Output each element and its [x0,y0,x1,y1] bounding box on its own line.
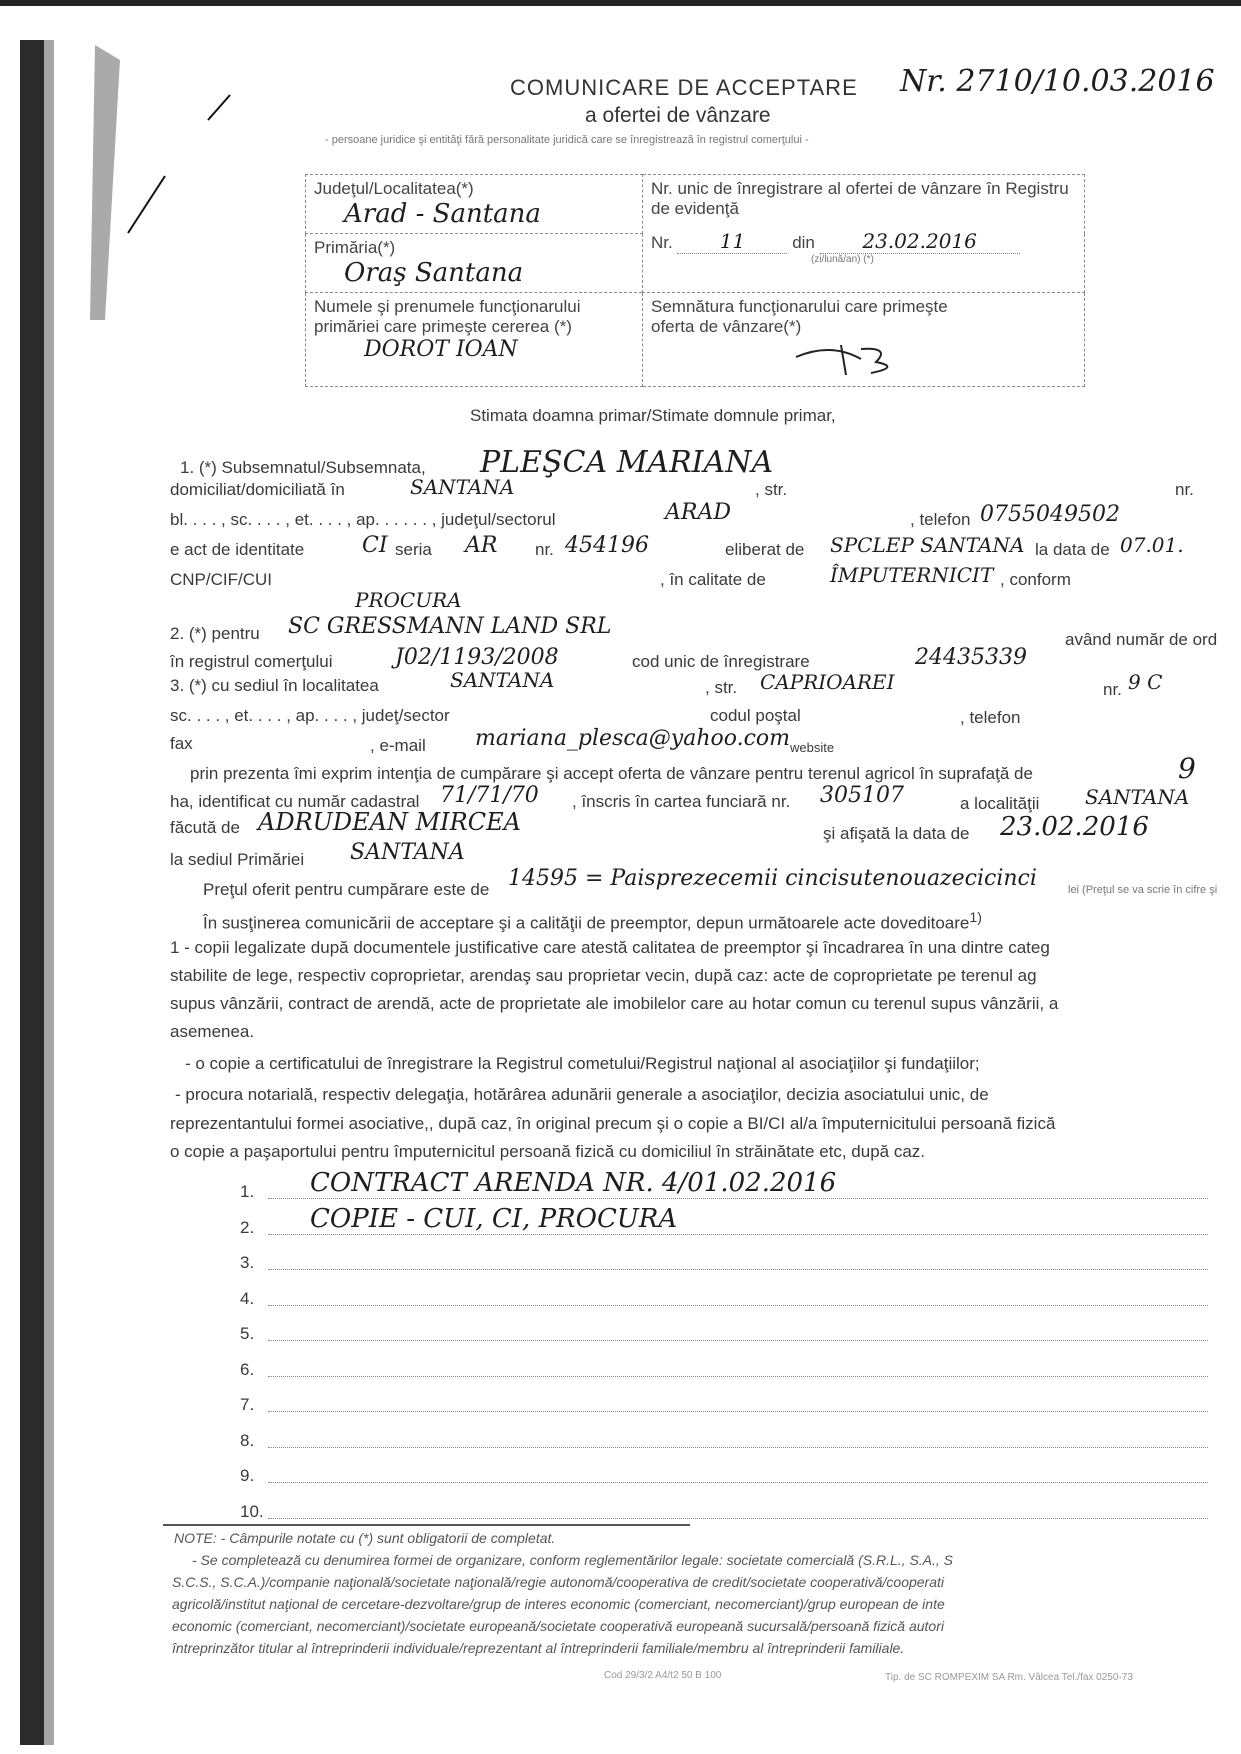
document-row [240,1245,1210,1275]
p2-value: 71/71/70 [440,783,539,808]
document-row [240,1352,1210,1382]
l1d-seria: seria [395,540,432,559]
document-row [240,1168,1210,1204]
din-value: 23.02.2016 [820,229,1020,254]
l1c-value: ARAD [665,500,731,525]
nr-unic-label: Nr. unic de înregistrare al ofertei de vânzare în Registru de evidenţă [651,179,1069,218]
p5-value: 14595 = Paisprezecemii cincisutenouazecicinci [508,866,1037,891]
l1d-label: e act de identitate [170,540,305,559]
l3b-cod: codul poştal [710,706,801,725]
document-row [240,1423,1210,1453]
document-dotted-line [268,1305,1208,1306]
document-value: COPIE - CUI, CI, PROCURA [310,1203,678,1234]
note-4: agricolă/institut naţional de cercetare-dezvoltare/grup de interes economic (comerciant, necomerciant)/grup european de inte [172,1596,945,1612]
l3b-label: sc. . . . , et. . . . , ap. . . . , judeţ/sector [170,706,450,725]
l2b-cod-value: 24435339 [915,645,1027,670]
document-dotted-line [268,1376,1208,1377]
form-title: COMUNICARE DE ACCEPTARE [510,75,858,100]
footer-right: Tip. de SC ROMPEXIM SA Rm. Vâlcea Tel./fax 0250-73 [885,1672,1133,1683]
l1a-value: PLEŞCA MARIANA [480,445,774,480]
l1a-label: 1. (*) Subsemnatul/Subsemnata, [180,458,426,477]
l1f-value: PROCURA [355,588,462,612]
p6-main: În susţinerea comunicării de acceptare şi a calităţii de preemptor, depun următoarele acte doveditoare [203,913,970,933]
p3-value: ADRUDEAN MIRCEA [258,808,521,836]
l1d-data: la data de [1035,540,1110,559]
l3c-label: fax [170,734,193,753]
document-number: 2. [240,1217,255,1237]
registration-box [305,174,1085,387]
l1b-nr: nr. [1175,480,1194,499]
form-note: - persoane juridice şi entităţi fără personalitate juridică care se înregistrează în registrul comerţului - [325,134,809,146]
l1d-ci: CI [362,533,388,558]
p2-loc-value: SANTANA [1085,785,1190,809]
l3-value: SANTANA [450,668,555,692]
p5-end: lei (Preţul se va scrie în cifre şi [1068,884,1218,896]
document-row [240,1316,1210,1346]
p11-text: - o copie a certificatului de înregistrare la Registrul cometului/Registrul naţional al asociaţiilor şi fundaţiilor; [185,1054,980,1073]
l1e-label: CNP/CIF/CUI [170,570,272,589]
document-dotted-line [268,1447,1208,1448]
din-label: din [792,233,815,252]
l1d-eliberat: eliberat de [725,540,805,559]
p2-loc: a localităţii [960,794,1040,813]
document-row [240,1203,1210,1240]
l1b-label: domiciliat/domiciliată în [170,480,345,499]
p8-text: stabilite de lege, respectiv coproprietar, arendaş sau proprietar vecin, după caz: acte de coproprietate pe terenul ag [170,966,1037,985]
document-dotted-line [268,1411,1208,1412]
note-3: S.C.S., S.C.A.)/companie naţională/societate naţională/regie autonomă/cooperativa de credit/societate cooperativă/cooperati [172,1574,945,1590]
l3-str: , str. [705,678,738,697]
p2-text: ha, identificat cu număr cadastral [170,792,420,811]
p6-footnote: 1) [969,910,982,926]
l2b-label: în registrul comerţului [170,652,333,671]
document-number: 9. [240,1466,255,1485]
document-dotted-line [268,1234,1208,1235]
nr-value: 11 [677,229,787,254]
p6-text [203,910,982,934]
p3-afis-value: 23.02.2016 [1000,812,1149,842]
p4-text: la sediul Primăriei [170,850,305,869]
p2-cf-value: 305107 [820,783,904,808]
l3c-email: , e-mail [370,736,426,755]
document-number: 6. [240,1359,255,1379]
document-number: 5. [240,1324,255,1343]
p1-value: 9 [1178,752,1196,785]
document-number: 4. [240,1288,255,1308]
p5-text: Preţul oferit pentru cumpărare este de [203,880,490,899]
l2-end: având număr de ord [1065,630,1218,649]
document-dotted-line [268,1198,1208,1199]
l1b-value: SANTANA [410,475,515,499]
p14-text: o copie a paşaportului pentru împuternicitul persoană fizică cu domiciliul în străinătate etc, după caz. [170,1142,926,1161]
document-number: 10. [240,1501,264,1521]
document-number: 1. [240,1182,255,1201]
p1-text: prin prezenta îmi exprim intenţia de cumpărare şi accept oferta de vânzare pentru terenul agricol în suprafaţă de [190,764,1033,783]
document-dotted-line [268,1269,1208,1270]
l2-label: 2. (*) pentru [170,624,260,643]
note-1: NOTE: - Câmpurile notate cu (*) sunt obligatorii de completat. [174,1530,556,1546]
p4-value: SANTANA [350,840,465,865]
note-2: - Se completează cu denumirea formei de organizare, conform reglementărilor legale: societate comercială (S.R.L., S.A., S [192,1552,954,1568]
l3b-tel: , telefon [960,708,1021,727]
form-subtitle: a ofertei de vânzare [585,104,771,127]
salutation: Stimata doamna primar/Stimate domnule primar, [470,406,836,425]
p12-text: - procura notarială, respectiv delegaţia, hotărârea adunării generale a asociaţilor, decizia asociatului unic, de [175,1085,989,1104]
document-number: 7. [240,1395,255,1414]
document-row [240,1281,1210,1311]
judet-label: Judeţul/Localitatea(*) [314,179,474,198]
document-dotted-line [268,1340,1208,1341]
p7-text: 1 - copii legalizate după documentele justificative care atestă calitatea de preemptor şi încadrarea în una dintre categ [170,938,1050,957]
document-value: CONTRACT ARENDA NR. 4/01.02.2016 [310,1168,837,1198]
title-handwritten-number: Nr. 2710/10.03.2016 [900,64,1215,99]
document-dotted-line [268,1482,1208,1483]
p9-text: supus vânzării, contract de arendă, acte de proprietate ale imobilelor care au hotar comun cu terenul supus vânzării, a [170,994,1059,1013]
l3-nr: nr. [1103,680,1122,699]
l1d-nr-value: 454196 [565,533,649,558]
l2b-cod: cod unic de înregistrare [632,652,810,671]
semnatura-label: Semnătura funcţionarului care primeşte oferta de vânzare(*) [651,297,948,336]
p10-text: asemenea. [170,1022,255,1041]
l1d-eliberat-value: SPCLEP SANTANA [830,533,1025,557]
judet-value: Arad - Santana [344,199,541,229]
primaria-value: Oraş Santana [344,258,524,288]
l3c-web: website [790,740,835,755]
l1d-seria-value: AR [465,533,498,558]
p3-afis: şi afişată la data de [823,824,970,843]
l1b-str: , str. [755,480,788,499]
nr-prefix: Nr. [651,233,673,252]
nr-unic-cell [643,175,1085,293]
l1d-data-value: 07.01. [1120,533,1184,557]
notes-separator [163,1524,690,1526]
p13-text: reprezentantului formei asociative,, după caz, în original precum şi o copie a BI/CI al/a împuternicitului persoană fizică [170,1114,1056,1133]
note-6: întreprinzător titular al întreprinderii individuale/reprezentant al întreprinderii familiale/membru al întreprinderii familiale. [172,1640,905,1656]
functionar-label: Numele şi prenumele funcţionarului primăriei care primeşte cererea (*) [314,297,581,336]
primaria-label: Primăria(*) [314,238,396,257]
semnatura-cell [643,293,1085,387]
judet-cell [306,175,643,234]
functionar-cell [306,293,643,387]
l1e-conform: , conform [1000,570,1071,589]
l2b-value: J02/1193/2008 [395,645,559,670]
l3c-email-value: mariana_plesca@yahoo.com [475,726,791,751]
l1e-calitate: , în calitate de [660,570,766,589]
document-number: 3. [240,1253,255,1272]
l2-value: SC GRESSMANN LAND SRL [288,614,612,639]
l3-label: 3. (*) cu sediul în localitatea [170,676,379,695]
date-caption: (zi/lună/an) (*) [811,254,874,265]
document-row [240,1387,1210,1417]
l1c-label: bl. . . . , sc. . . . , et. . . . , ap. . . . . . , judeţul/sectorul [170,510,556,529]
primaria-cell [306,234,643,293]
functionar-value: DOROT IOAN [364,337,518,362]
p2-cf: , înscris în cartea funciară nr. [572,792,791,811]
l3-nr-value: 9 C [1128,670,1163,694]
l1c-tel: , telefon [910,510,971,529]
l1d-nr: nr. [535,540,554,559]
note-5: economic (comerciant, necomerciant)/societate europeană/societate cooperativă europeană sucursală/persoană fizică autori [172,1618,944,1634]
p3-text: făcută de [170,818,240,837]
footer-left: Cod 29/3/2 A4/t2 50 B 100 [604,1670,722,1681]
document-row [240,1494,1210,1524]
document-row [240,1458,1210,1488]
l3-str-value: CAPRIOAREI [760,670,895,694]
l1c-tel-value: 0755049502 [980,502,1120,527]
document-dotted-line [268,1518,1208,1519]
l1e-calitate-value: ÎMPUTERNICIT [830,563,994,587]
document-number: 8. [240,1430,255,1450]
signature-mark [791,337,911,377]
